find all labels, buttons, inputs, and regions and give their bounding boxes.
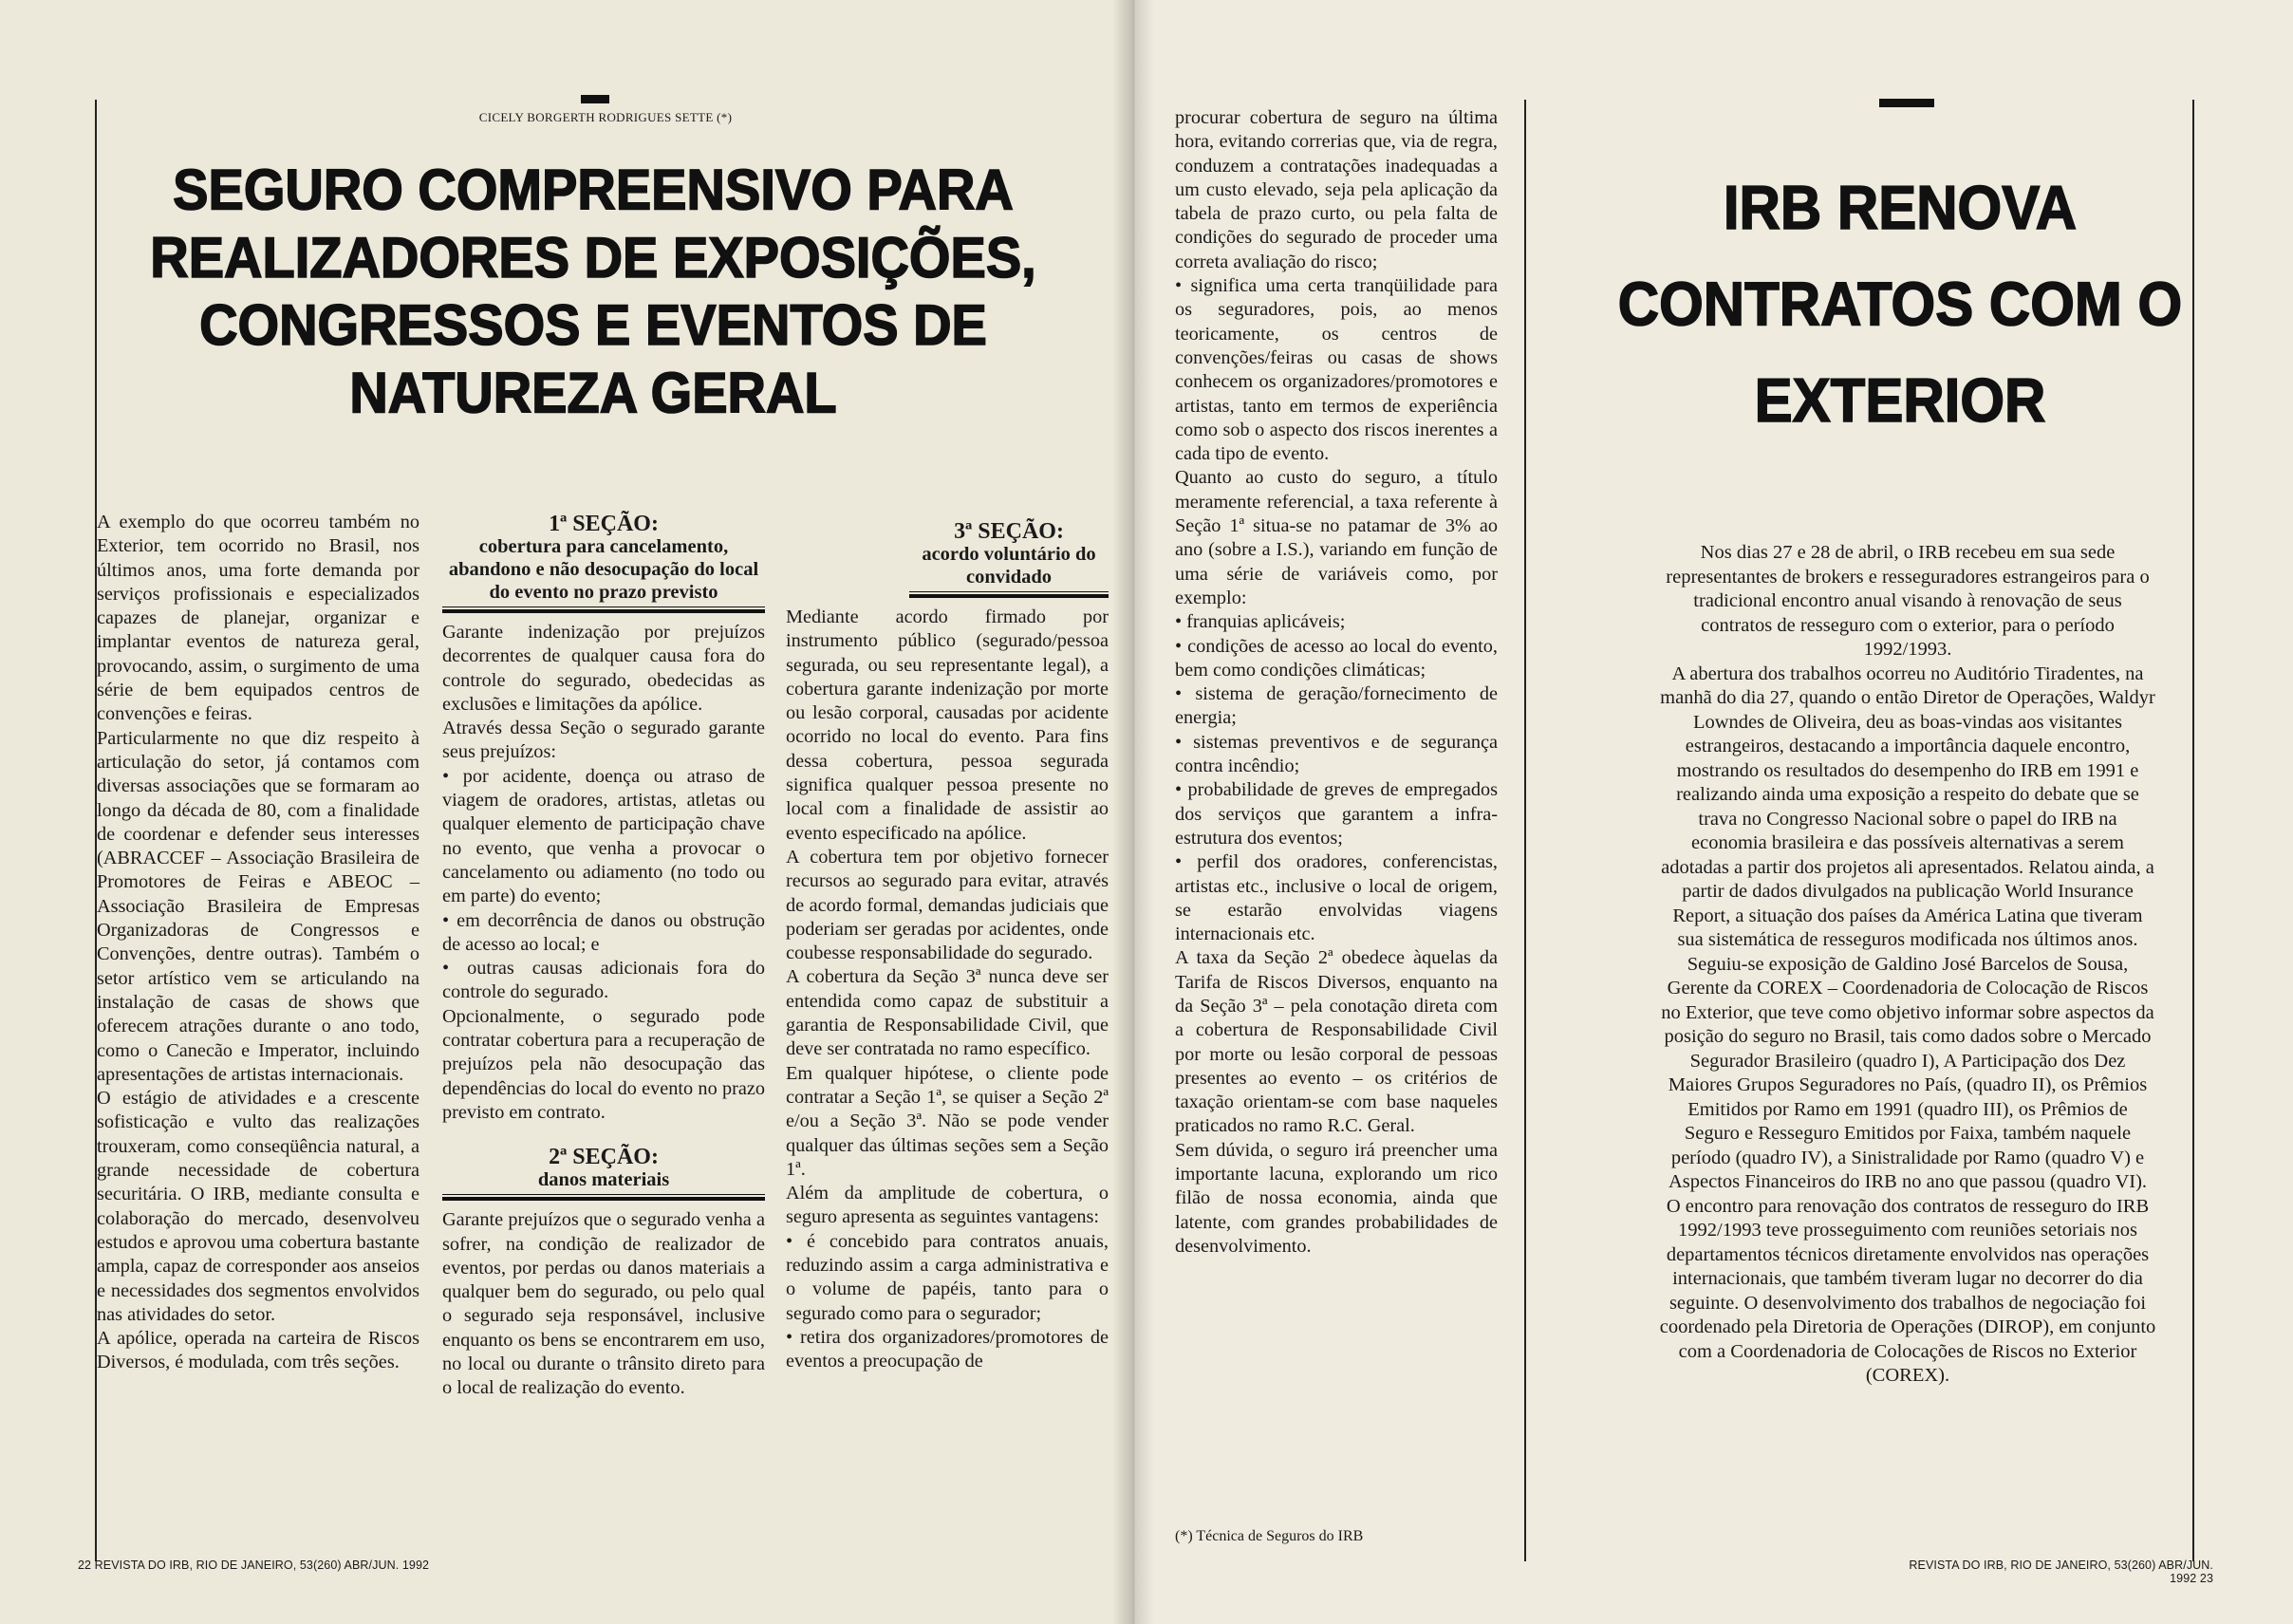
paragraph: Através dessa Seção o segurado garante seus prejuízos:: [442, 718, 765, 763]
paragraph: Em qualquer hipótese, o cliente pode contratar a Seção 1ª, se quiser a Seção 2ª e/ou a Seção 3ª. Não se pode vender qualquer das últimas seções sem a Seção 1ª.: [786, 1062, 1109, 1180]
article-title-left: [133, 156, 1053, 426]
right-page: [1131, 0, 2293, 1624]
page-footer-right: REVISTA DO IRB, RIO DE JANEIRO, 53(260) ABR/JUN. 1992 23: [1909, 1559, 2213, 1585]
spine-shadow: [1112, 0, 1154, 1624]
section-number: 3ª SEÇÃO:: [954, 519, 1064, 544]
paragraph: Seguiu-se exposição de Galdino José Barcelos de Sousa, Gerente da COREX – Coordenadoria de Colocação de Riscos no Exterior, que teve como objetivo informar sobre aspectos da posição do seguro no Brasil, tais como dados sobre o Mercado Segurador Brasileiro (quadro I), A Participação dos Dez Maiores Grupos Seguradores no País, (quadro II), os Prêmios Emitidos por Ramo em 1991 (quadro III), os Prêmios de Seguro e Resseguro Emitidos por Faixa, também naquele período (quadro IV), a Sinistralidade por Ramo (quadro V) e Aspectos Financeiros do IRB no ano que passou (quadro VI).: [1661, 953, 2154, 1192]
paragraph: Nos dias 27 e 28 de abril, o IRB recebeu em sua sede representantes de brokers e resseguradores estrangeiros para o tradicional encontro anual visando à renovação de seus contratos de resseguro com o exterior, para o período 1992/1993.: [1666, 542, 2150, 660]
paragraph: Opcionalmente, o segurado pode contratar cobertura para a recuperação de prejuízos pela não desocupação das dependências do local do evento no prazo previsto em contrato.: [442, 1005, 765, 1123]
paragraph: • perfil dos oradores, conferencistas, artistas etc., inclusive o local de origem, se estarão envolvidas viagens internacionais etc.: [1175, 851, 1498, 945]
paragraph: Garante prejuízos que o segurado venha a sofrer, na condição de realizador de eventos, por perdas ou danos materiais a qualquer bem do segurado, ou pelo qual o segurado seja responsável, inclusive enquanto os bens se encontrarem em uso, no local ou durante o trânsito direto para o local de realização do evento.: [442, 1209, 765, 1399]
paragraph: A apólice, operada na carteira de Riscos Diversos, é modulada, com três seções.: [97, 1328, 419, 1373]
section-subtitle: acordo voluntário do convidado: [922, 544, 1096, 588]
title-line: CONGRESSOS E EVENTOS DE: [199, 292, 987, 358]
byline-bar: [581, 95, 609, 103]
section-subtitle: danos materiais: [537, 1169, 670, 1191]
paragraph: procurar cobertura de seguro na última hora, evitando correrias que, via de regra, conduzem a contratações inadequadas a um custo elevado, seja pela aplicação da tabela de prazo curto, ou pela falta de condições do segurado de proceder uma correta avaliação do risco;: [1175, 107, 1498, 272]
paragraph: Sem dúvida, o seguro irá preencher uma importante lacuna, explorando um rico filão de nossa economia, ainda que latente, com grandes probabilidades de desenvolvimento.: [1175, 1139, 1498, 1257]
title-line: SEGURO COMPREENSIVO PARA: [173, 157, 1014, 222]
section-1-heading: [442, 513, 765, 613]
paragraph: A exemplo do que ocorreu também no Exterior, tem ocorrido no Brasil, nos últimos anos, uma forte demanda por serviços profissionais e especializados capazes de planejar, organizar e implantar eventos de natureza geral, provocando, assim, o surgimento de uma série de bem equipados centros de convenções e feiras.: [97, 512, 419, 725]
paragraph: Garante indenização por prejuízos decorrentes de qualquer causa fora do controle do segurado, obedecidas as exclusões e limitações da apólice.: [442, 622, 765, 715]
title-line: EXTERIOR: [1754, 365, 2046, 436]
paragraph: • sistema de geração/fornecimento de energia;: [1175, 683, 1498, 729]
paragraph: • significa uma certa tranqüilidade para os seguradores, pois, ao menos teoricamente, os centros de convenções/feiras ou casas de shows conhecem os organizadores/promotores e artistas, tanto em termos de experiência como sob o aspecto dos riscos inerentes a cada tipo de evento.: [1175, 275, 1498, 465]
section-subtitle: cobertura para cancelamento, abandono e não desocupação do local do evento no prazo previsto: [448, 536, 759, 603]
left-col-1: [97, 511, 419, 1375]
paragraph: • é concebido para contratos anuais, reduzindo assim a carga administrativa e o volume de papéis, tanto para o segurado como para o segurador;: [786, 1230, 1109, 1324]
right-col-2: [1659, 541, 2156, 1389]
paragraph: A cobertura da Seção 3ª nunca deve ser entendida como capaz de substituir a garantia de Responsabilidade Civil, que deve ser contratada no ramo específico.: [786, 966, 1109, 1060]
title-bar: [1879, 99, 1934, 107]
paragraph: • por acidente, doença ou atraso de viagem de oradores, artistas, atletas ou qualquer elemento de participação chave no evento, que venha a provocar o cancelamento ou adiamento (no todo ou em parte) do evento;: [442, 765, 765, 907]
paragraph: Particularmente no que diz respeito à articulação do setor, já contamos com diversas associações que se formaram ao longo da década de 80, com a finalidade de coordenar e defender seus interesses (ABRACCEF – Associação Brasileira de Promotores de Feiras e ABEOC – Associação Brasileira de Empresas Organizadoras de Congressos e Convenções, dentre outras). Também o setor artístico vem se articulando na instalação de casas de shows que oferecem atrações durante o ano todo, como o Canecão e Imperator, incluindo apresentações de artistas internacionais.: [97, 727, 419, 1085]
paragraph: A abertura dos trabalhos ocorreu no Auditório Tiradentes, na manhã do dia 27, quando o então Diretor de Operações, Waldyr Lowndes de Oliveira, deu as boas-vindas aos visitantes estrangeiros, destacando a importância daquele encontro, mostrando os resultados do desempenho do IRB em 1991 e realizando ainda uma exposição a respeito do debate que se trava no Congresso Nacional sobre o papel do IRB na economia brasileira e das possíveis alternativas a serem adotadas a partir dos projetos ali apresentados. Relatou ainda, a partir de dados divulgados na publicação World Insurance Report, a situação dos países da América Latina que tiveram sua sistemática de resseguros modificada nos últimos anos.: [1660, 663, 2155, 950]
right-col-1: [1175, 106, 1498, 1259]
left-col-2: [442, 513, 765, 1401]
paragraph: • franquias aplicáveis;: [1175, 611, 1346, 633]
paragraph: Quanto ao custo do seguro, a título meramente referencial, a taxa referente à Seção 1ª situa-se no patamar de 3% ao ano (sobre a I.S.), variando em função de uma série de variáveis como, por exemplo:: [1175, 467, 1498, 608]
paragraph: • outras causas adicionais fora do controle do segurado.: [442, 958, 765, 1003]
paragraph: O estágio de atividades e a crescente sofisticação e vulto das realizações trouxeram, como conseqüência natural, a grande necessidade de cobertura securitária. O IRB, mediante consulta e colaboração do mercado, desenvolveu estudos e aprovou uma cobertura bastante ampla, capaz de corresponder aos anseios e necessidades dos segmentos envolvidos nas atividades do setor.: [97, 1088, 419, 1325]
paragraph: • sistemas preventivos e de segurança contra incêndio;: [1175, 731, 1498, 777]
title-line: NATUREZA GERAL: [349, 360, 837, 425]
paragraph: A taxa da Seção 2ª obedece àquelas da Tarifa de Riscos Diversos, enquanto na da Seção 3ª – pela conotação direta com a cobertura de Responsabilidade Civil por morte ou lesão corporal de pessoas presentes ao evento – os critérios de taxação orientam-se com base naqueles praticados no ramo R.C. Geral.: [1175, 947, 1498, 1137]
section-2-heading: [442, 1146, 765, 1201]
section-number: 1ª SEÇÃO:: [549, 512, 659, 536]
paragraph: • probabilidade de greves de empregados dos serviços que garantem a infra-estrutura dos eventos;: [1175, 779, 1498, 849]
paragraph: O encontro para renovação dos contratos de resseguro do IRB 1992/1993 teve prosseguimento com reuniões setoriais nos departamentos técnicos diretamente envolvidos nas operações internacionais, que também tiveram lugar no decorrer do dia seguinte. O desenvolvimento dos trabalhos de negociação foi coordenado pela Diretoria de Operações (DIROP), em conjunto com a Coordenadoria de Colocações de Riscos no Exterior (COREX).: [1659, 1195, 2156, 1386]
title-line: IRB RENOVA: [1723, 173, 2078, 243]
author-footnote: (*) Técnica de Seguros do IRB: [1175, 1528, 1364, 1544]
section-3-heading: [909, 520, 1109, 598]
title-line: CONTRATOS COM O: [1617, 270, 2183, 339]
section-number: 2ª SEÇÃO:: [549, 1145, 659, 1170]
paragraph: • em decorrência de danos ou obstrução de acesso ao local; e: [442, 909, 765, 955]
author-byline: CICELY BORGERTH RODRIGUES SETTE (*): [478, 110, 733, 124]
title-line: REALIZADORES DE EXPOSIÇÕES,: [150, 224, 1036, 289]
page-footer-left: 22 REVISTA DO IRB, RIO DE JANEIRO, 53(260) ABR/JUN. 1992: [78, 1559, 430, 1572]
left-col-3: [786, 520, 1109, 1374]
paragraph: Mediante acordo firmado por instrumento público (segurado/pessoa segurada, ou seu representante legal), a cobertura garante indenização por morte ou lesão corporal, causadas por acidente ocorrido no local do evento. Para fins dessa cobertura, pessoa segurada significa qualquer pessoa presente no local com a finalidade de assistir ao evento especificado na apólice.: [786, 607, 1109, 844]
paragraph: • retira dos organizadores/promotores de eventos a preocupação de: [786, 1326, 1109, 1372]
left-page: [0, 0, 1131, 1624]
paragraph: • condições de acesso ao local do evento, bem como condições climáticas;: [1175, 635, 1498, 681]
paragraph: Além da amplitude de cobertura, o seguro apresenta as seguintes vantagens:: [786, 1183, 1109, 1228]
right-divider-rule: [1524, 100, 1526, 1561]
paragraph: A cobertura tem por objetivo fornecer recursos ao segurado para evitar, através de acordo formal, demandas judiciais que poderiam ser geradas por acidentes, onde coubesse responsabilidade do segurado.: [786, 846, 1109, 964]
article-title-right: [1596, 160, 2204, 450]
